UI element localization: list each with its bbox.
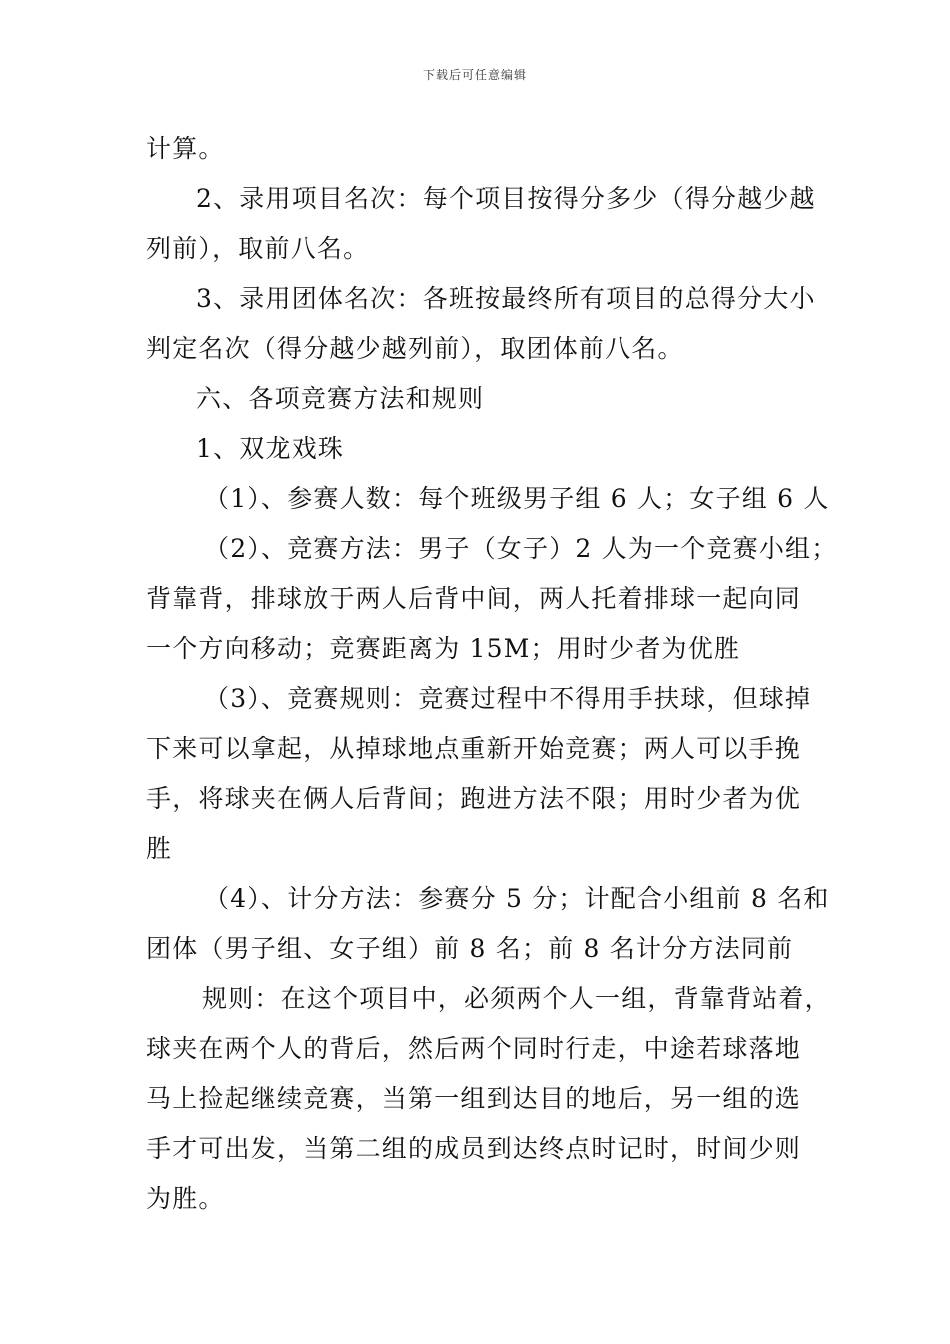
text-line: 球夹在两个人的背后，然后两个同时行走，中途若球落地 <box>146 1034 802 1063</box>
text-line: 3、录用团体名次：各班按最终所有项目的总得分大小 <box>196 284 816 313</box>
text-line: 胜 <box>146 834 173 863</box>
text-line: 背靠背，排球放于两人后背中间，两人托着排球一起向同 <box>146 584 802 613</box>
text-line: （4）、计分方法：参赛分 5 分；计配合小组前 8 名和 <box>204 884 830 913</box>
text-line: 2、录用项目名次：每个项目按得分多少（得分越少越 <box>196 184 816 213</box>
text-line: 马上捡起继续竞赛，当第一组到达目的地后，另一组的选 <box>146 1084 802 1113</box>
text-line: （3）、竞赛规则：竞赛过程中不得用手扶球，但球掉 <box>204 684 812 713</box>
text-line: 计算。 <box>146 134 225 163</box>
text-line: 手才可出发，当第二组的成员到达终点时记时，时间少则 <box>146 1134 802 1163</box>
text-line: 下来可以拿起，从掉球地点重新开始竞赛；两人可以手挽 <box>146 734 802 763</box>
text-line: 一个方向移动；竞赛距离为 15M；用时少者为优胜 <box>146 634 741 663</box>
text-line: 团体（男子组、女子组）前 8 名；前 8 名计分方法同前 <box>146 934 794 963</box>
text-line: 规则：在这个项目中，必须两个人一组，背靠背站着， <box>202 984 831 1013</box>
text-line: （1）、参赛人数：每个班级男子组 6 人；女子组 6 人 <box>204 484 830 513</box>
text-line: 判定名次（得分越少越列前），取团体前八名。 <box>146 334 684 363</box>
subsection-heading: 1、双龙戏珠 <box>196 434 345 463</box>
page-header: 下载后可任意编辑 <box>422 68 527 82</box>
text-line: 手，将球夹在俩人后背间；跑进方法不限；用时少者为优 <box>146 784 802 813</box>
section-heading: 六、各项竞赛方法和规则 <box>196 384 485 413</box>
text-line: （2）、竞赛方法：男子（女子）2 人为一个竞赛小组； <box>204 534 838 563</box>
text-line: 为胜。 <box>146 1184 225 1213</box>
text-line: 列前），取前八名。 <box>146 234 370 263</box>
document-body <box>146 124 838 1224</box>
